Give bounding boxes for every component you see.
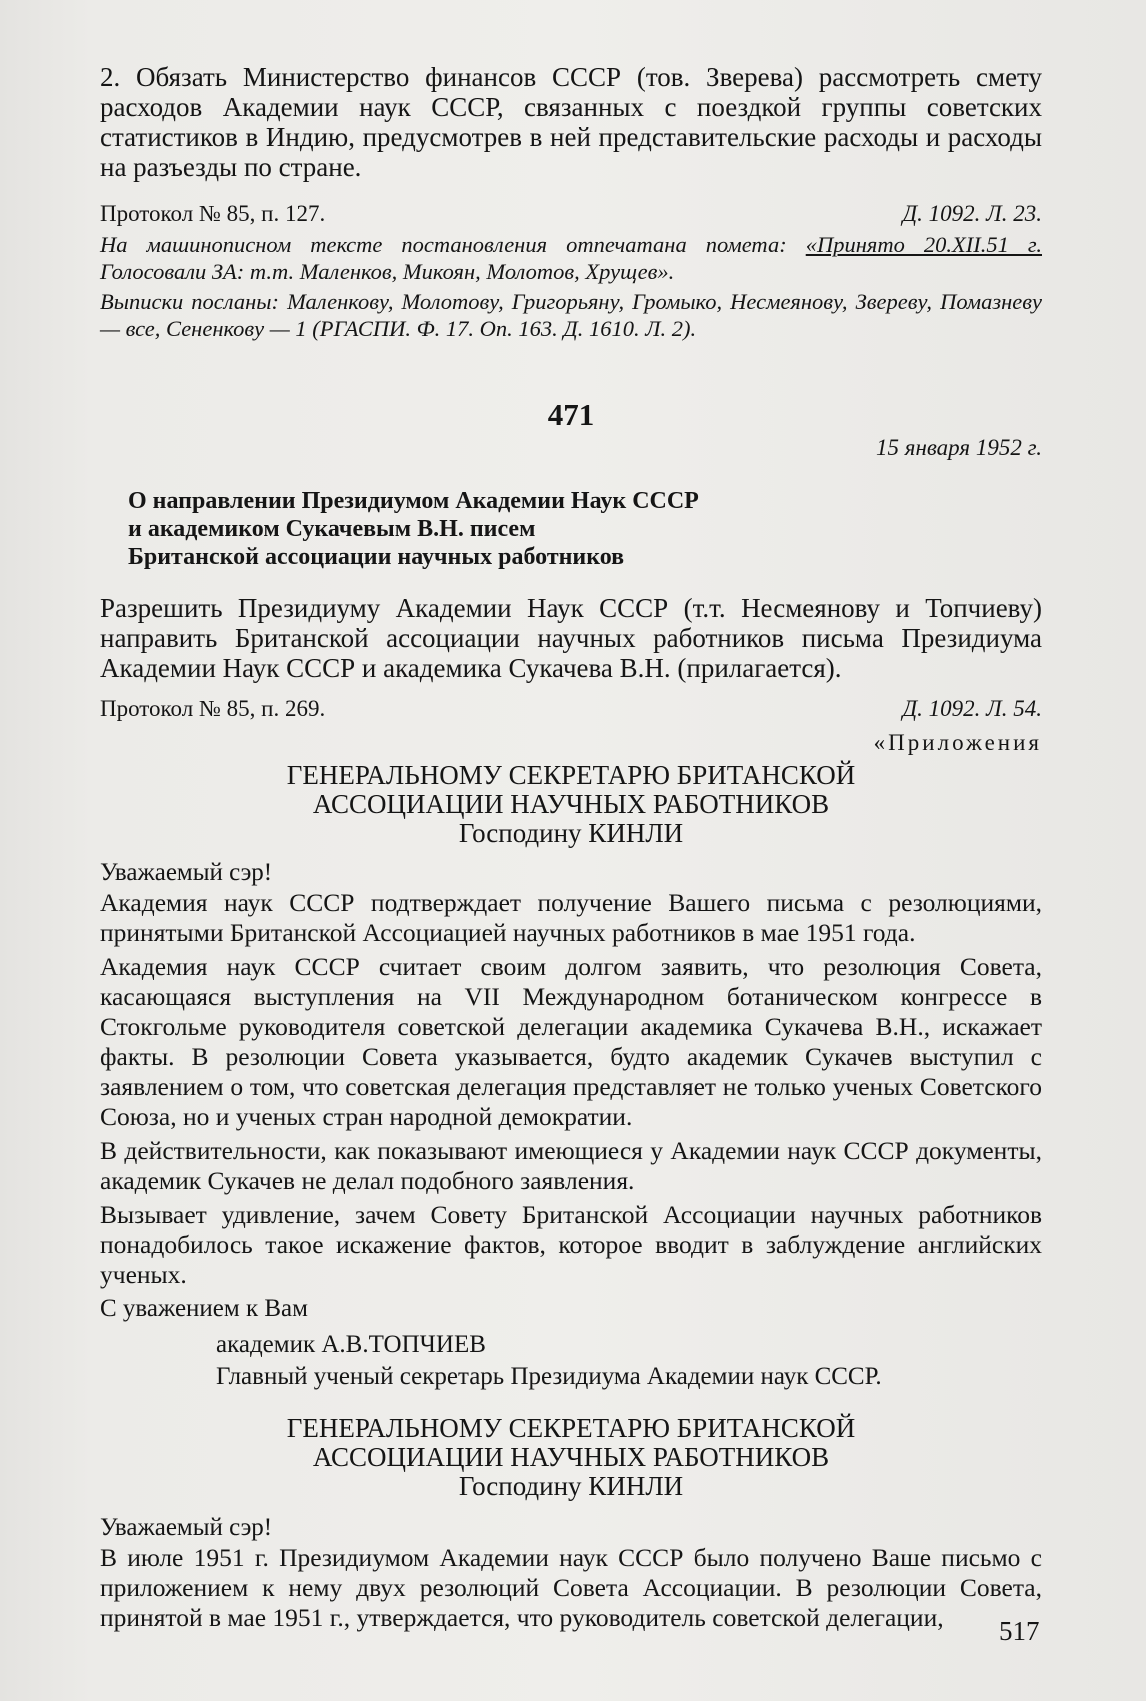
protocol-reference-1 [100, 200, 1042, 228]
resolution-paragraph: Разрешить Президиуму Академии Наук СССР (т.т. Несмеянову и Топчиеву) направить Британской ассоциации научных работников письма Президиума Академии Наук СССР и академика Сукачева В.Н. (прилагается). [100, 593, 1042, 683]
clause-paragraph: 2. Обязать Министерство финансов СССР (тов. Зверева) рассмотреть смету расходов Академии наук СССР, связанных с поездкой группы советских статистиков в Индию, предусмотрев в ней представительские расходы и расходы на разъезды по стране. [100, 62, 1042, 182]
letter-1-paragraph: Вызывает удивление, зачем Совету Британской Ассоциации научных работников понадобилось такое искажение фактов, которое вводит в заблуждение английских ученых. [100, 1200, 1042, 1289]
document-number: 471 [547, 397, 595, 432]
protocol-number: Протокол № 85, п. 269. [100, 696, 326, 721]
letter-1-paragraph: Академия наук СССР подтверждает получение Вашего письма с резолюциями, принятыми Британской Ассоциацией научных работников в мае 1951 года. [100, 888, 1042, 947]
letter-2-paragraph: В июле 1951 г. Президиумом Академии наук СССР было получено Ваше письмо с приложением к нему двух резолюций Совета Ассоциации. В резолюции Совета, принятой в мае 1951 г., утверждается, что руководитель советской делегации, [100, 1543, 1042, 1632]
title-line: Британской ассоциации научных работников [128, 544, 625, 570]
addressee-line: Господину КИНЛИ [458, 1471, 684, 1501]
addressee-line: Господину КИНЛИ [458, 818, 684, 848]
letter-1-addressee [100, 761, 1042, 848]
addressee-line: АССОЦИАЦИИ НАУЧНЫХ РАБОТНИКОВ [312, 1442, 830, 1472]
letter-1-closing: С уважением к Вам [100, 1295, 308, 1322]
editorial-note-2: Выписки посланы: Маленкову, Молотову, Григорьяну, Громыко, Несмеянову, Звереву, Помазневу — все, Сененкову — 1 (РГАСПИ. Ф. 17. Оп. 163. Д. 1610. Л. 2). [100, 289, 1042, 341]
addressee-line: АССОЦИАЦИИ НАУЧНЫХ РАБОТНИКОВ [312, 789, 830, 819]
letter-1-signatory-title: Главный ученый секретарь Президиума Академии наук СССР. [216, 1363, 882, 1390]
page-number: 517 [999, 1616, 1040, 1646]
letter-1-paragraph: В действительности, как показывают имеющиеся у Академии наук СССР документы, академик Сукачев не делал подобного заявления. [100, 1136, 1042, 1195]
archive-reference: Д. 1092. Л. 54. [902, 696, 1042, 721]
note-1-suffix: Голосовали ЗА: т.т. Маленков, Микоян, Молотов, Хрущев». [100, 259, 675, 284]
appendix-label: «Приложения [873, 730, 1042, 755]
title-line: О направлении Президиумом Академии Наук СССР [128, 488, 699, 514]
protocol-number: Протокол № 85, п. 127. [100, 201, 326, 226]
document-date: 15 января 1952 г. [876, 435, 1042, 460]
note-1-prefix: На машинописном тексте постановления отпечатана помета: [100, 232, 806, 257]
archive-reference: Д. 1092. Л. 23. [902, 201, 1042, 226]
protocol-reference-2 [100, 695, 1042, 723]
letter-2-addressee [100, 1414, 1042, 1501]
document-title [100, 487, 1042, 571]
letter-1-salutation: Уважаемый сэр! [100, 859, 273, 886]
letter-1-paragraph: Академия наук СССР считает своим долгом заявить, что резолюция Совета, касающаяся выступления на VII Международном ботаническом конгрессе в Стокгольме руководителя советской делегации академика Сукачева В.Н., искажает факты. В резолюции Совета указывается, будто академик Сукачев выступил с заявлением о том, что советская делегация представляет не только ученых Советского Союза, но и ученых стран народной демократии. [100, 952, 1042, 1131]
addressee-line: ГЕНЕРАЛЬНОМУ СЕКРЕТАРЮ БРИТАНСКОЙ [286, 1413, 856, 1443]
letter-1-signatory: академик А.В.ТОПЧИЕВ [216, 1331, 486, 1358]
letter-2-salutation: Уважаемый сэр! [100, 1514, 273, 1541]
page-content [100, 62, 1042, 1633]
addressee-line: ГЕНЕРАЛЬНОМУ СЕКРЕТАРЮ БРИТАНСКОЙ [286, 760, 856, 790]
note-1-underlined: «Принято 20.XII.51 г. [805, 232, 1042, 257]
editorial-note-1 [100, 231, 1042, 285]
title-line: и академиком Сукачевым В.Н. писем [128, 516, 536, 542]
